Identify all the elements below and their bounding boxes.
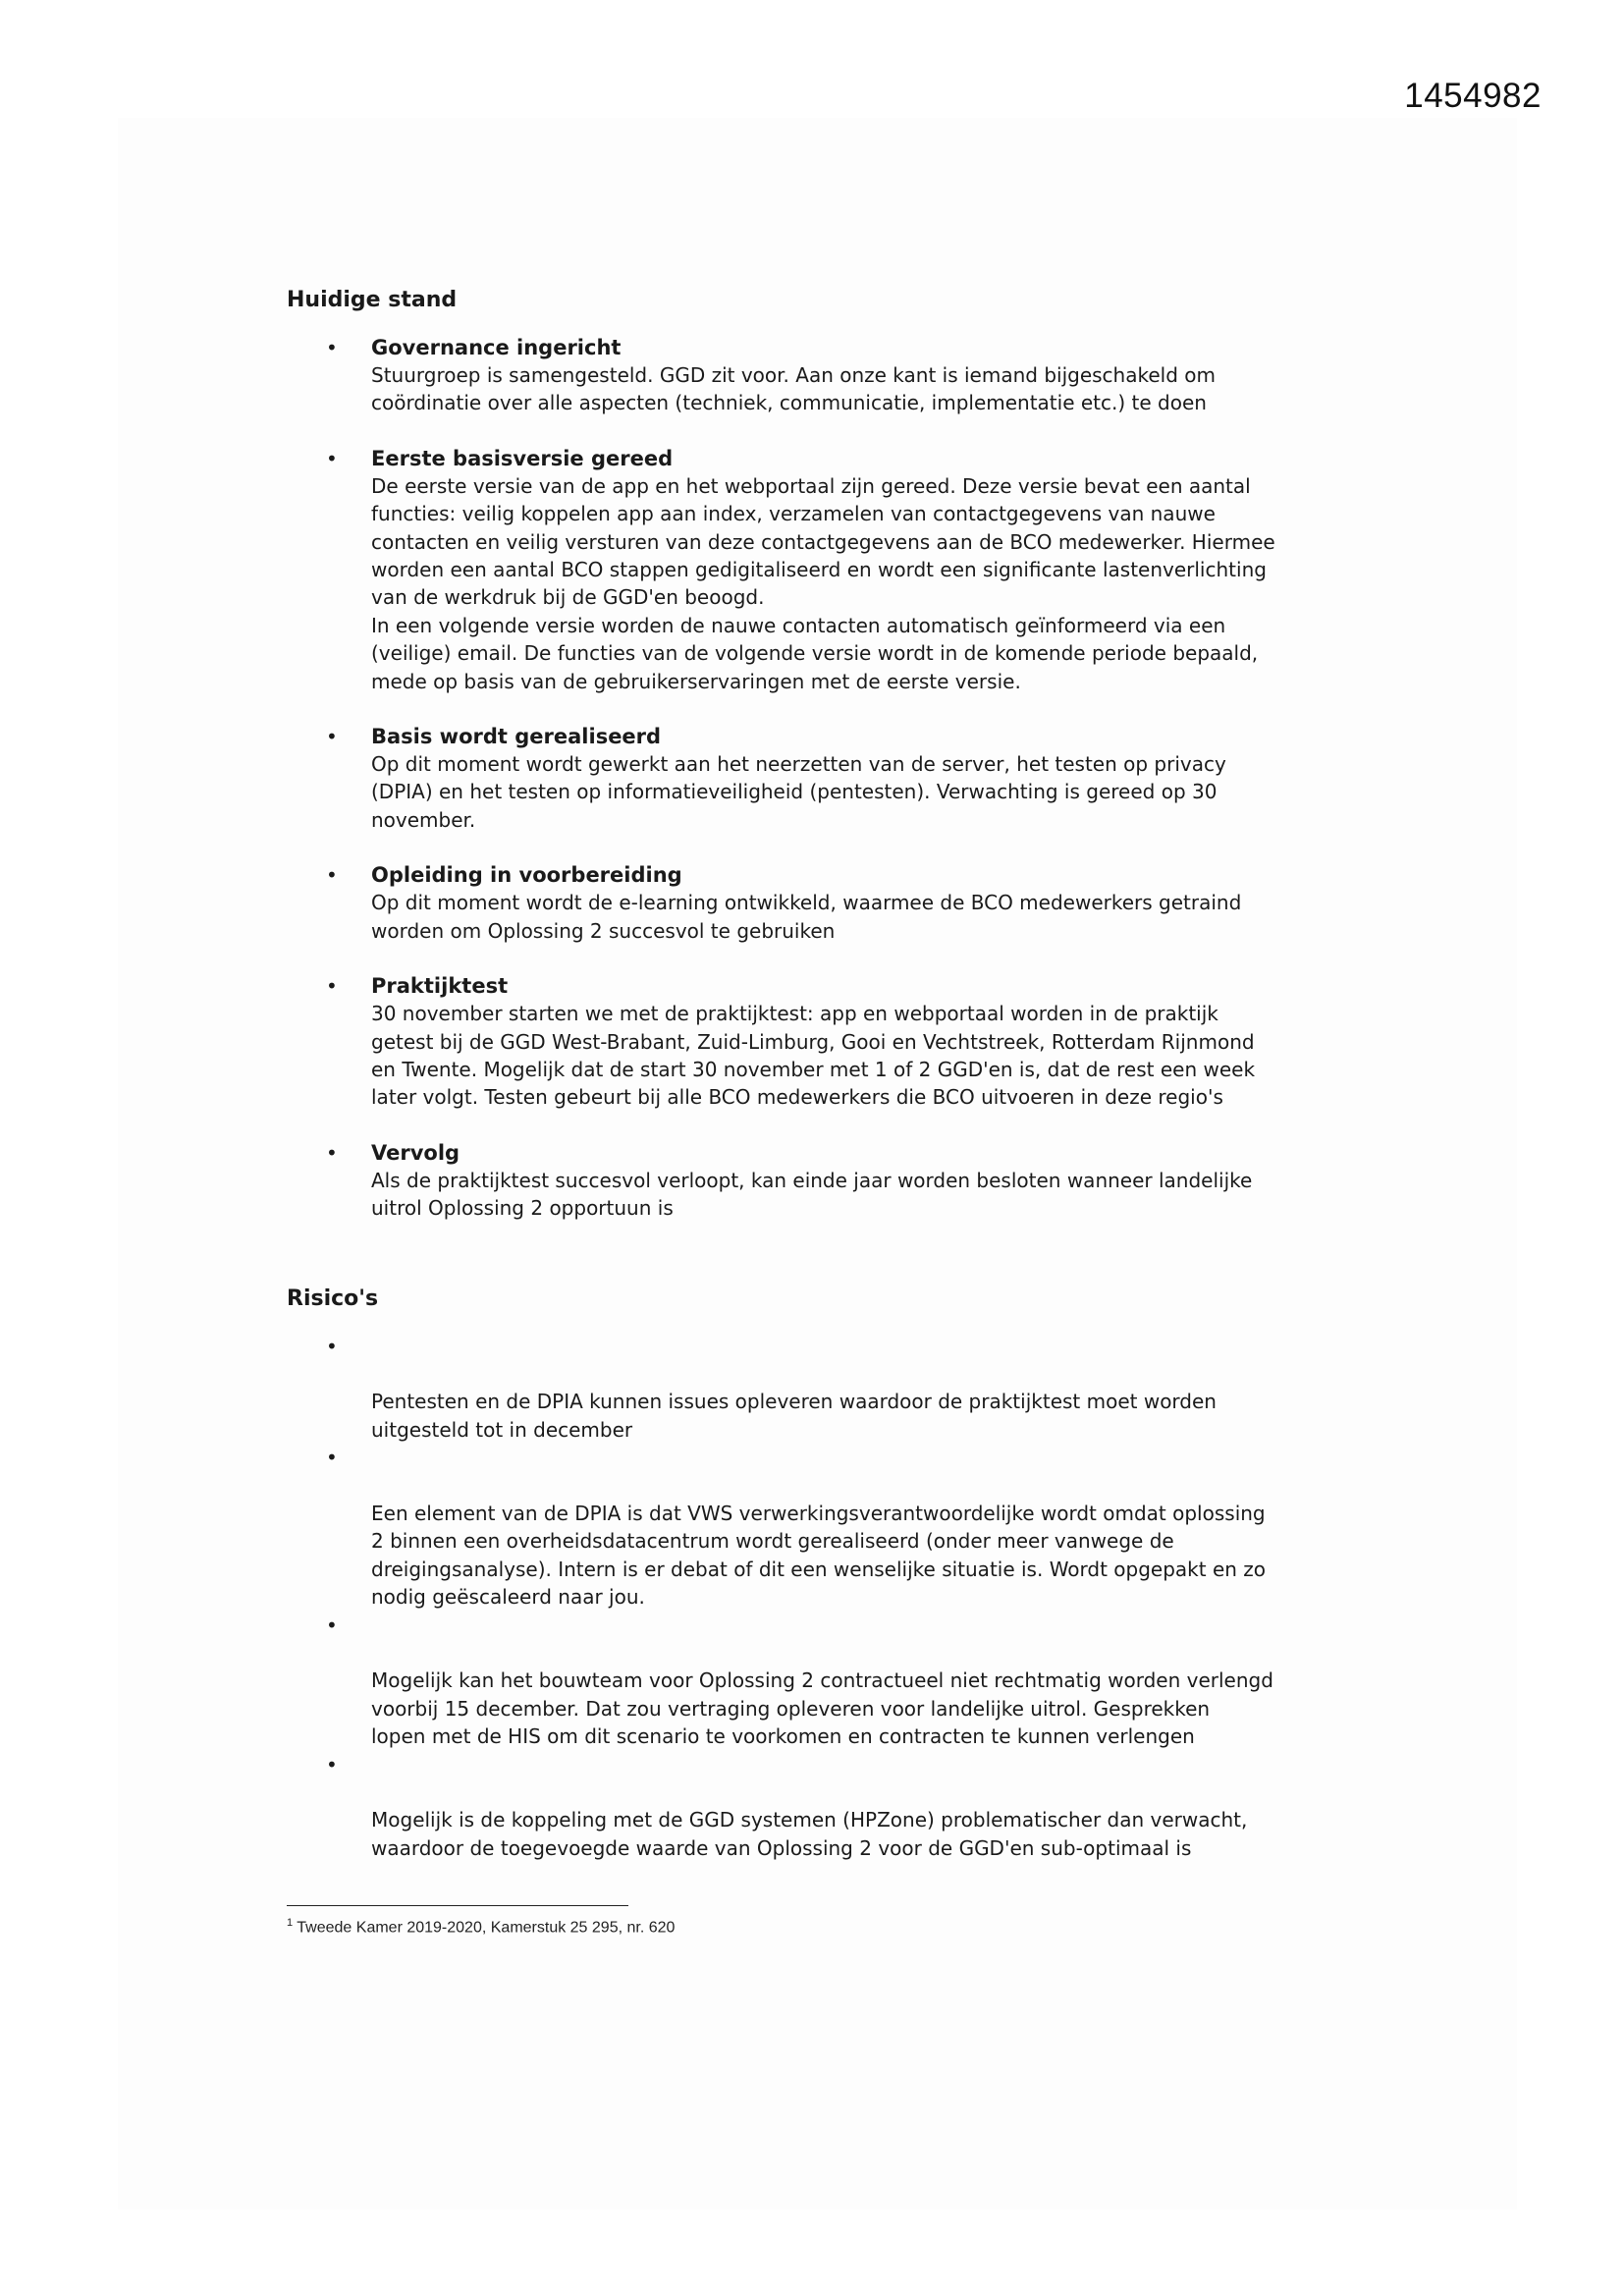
item-body: De eerste versie van de app en het webportaal zijn gereed. Deze versie bevat een aantal functies: veilig koppelen app aan index, verzamelen van contactgegevens van nauwe contacten en veilig versturen van deze contactgegevens aan de BCO medewerker. Hiermee worden een aantal BCO stappen gedigitaliseerd en wordt een significante lastenverlichting van de werkdruk bij de GGD'en beoogd. In een volgende versie worden de nauwe contacten automatisch geïnformeerd via een (veilige) email. De functies van de volgende versie wordt in de komende periode bepaald, mede op basis van de gebruikerservaringen met de eerste versie. [371,473,1275,693]
section-title-current-status: Huidige stand [287,288,458,312]
list-item [287,1139,1357,1223]
risk-text: Pentesten en de DPIA kunnen issues opleveren waardoor de praktijktest moet worden uitgesteld tot in december [371,1390,1217,1442]
footnote-text: Tweede Kamer 2019-2020, Kamerstuk 25 295, nr. 620 [297,1919,676,1937]
item-title: Eerste basisversie gereed [371,446,674,470]
bullet-icon: • [326,1613,338,1637]
risk-list [287,1333,1357,1863]
bullet-icon: • [326,974,338,999]
footnote-marker: 1 [287,1917,294,1929]
list-item [287,334,1357,417]
risk-text: Een element van de DPIA is dat VWS verwerkingsverantwoordelijke wordt omdat oplossing 2 binnen een overheidsdatacentrum wordt gerealiseerd (onder meer vanwege de dreigingsanalyse). Intern is er debat of dit een wenselijke situatie is. Wordt opgepakt en zo nodig geëscaleerd naar jou. [371,1501,1267,1610]
risk-text: Mogelijk is de koppeling met de GGD systemen (HPZone) problematischer dan verwacht, waardoor de toegevoegde waarde van Oplossing 2 voor de GGD'en sub-optimaal is [371,1808,1248,1860]
list-item [287,861,1357,945]
footnote [287,1917,675,1937]
item-title: Basis wordt gerealiseerd [371,725,662,749]
item-body: Als de praktijktest succesvol verloopt, kan einde jaar worden besloten wanneer landelijke uitrol Oplossing 2 opportuun is [371,1168,1253,1221]
footnote-divider [287,1905,628,1906]
bullet-icon: • [326,336,338,359]
item-body: 30 november starten we met de praktijktest: app en webportaal worden in de praktijk getest bij de GGD West-Brabant, Zuid-Limburg, Gooi en Vechtstreek, Rotterdam Rijnmond en Twente. Mogelijk dat de start 30 november met 1 of 2 GGD'en is, dat de rest een week later volgt. Testen gebeurt bij alle BCO medewerkers die BCO uitvoeren in deze regio's [371,1002,1256,1110]
bullet-icon: • [326,1446,338,1470]
document-id: 1454982 [1404,77,1542,115]
list-item [287,723,1357,834]
item-title: Vervolg [371,1140,460,1165]
bullet-icon: • [326,446,338,470]
item-title: Governance ingericht [371,336,622,359]
bullet-icon: • [326,725,338,749]
status-list [287,334,1357,1223]
risk-text: Mogelijk kan het bouwteam voor Oplossing 2 contractueel niet rechtmatig worden verlengd voorbij 15 december. Dat zou vertraging opleveren voor landelijke uitrol. Gesprekken lopen met de HIS om dit scenario te voorkomen en contracten te kunnen verlengen [371,1668,1273,1749]
risk-item [287,1333,1357,1445]
bullet-icon: • [326,1752,338,1777]
item-body: Stuurgroep is samengesteld. GGD zit voor. Aan onze kant is iemand bijgeschakeld om coördinatie over alle aspecten (techniek, communicatie, implementatie etc.) te doen [371,363,1216,415]
risk-item [287,1751,1357,1863]
bullet-icon: • [326,863,338,888]
item-body: Op dit moment wordt gewerkt aan het neerzetten van de server, het testen op privacy (DPIA) en het testen op informatieveiligheid (pentesten). Verwachting is gereed op 30 november. [371,752,1226,832]
section-title-risks: Risico's [287,1285,379,1311]
item-title: Praktijktest [371,974,509,999]
bullet-icon: • [326,1140,338,1165]
item-body: Op dit moment wordt de e-learning ontwikkeld, waarmee de BCO medewerkers getraind worden om Oplossing 2 succesvol te gebruiken [371,891,1242,943]
list-item [287,972,1357,1112]
bullet-icon: • [326,1334,338,1358]
document-body [287,287,1357,1862]
risk-item [287,1612,1357,1751]
list-item [287,445,1357,695]
item-title: Opleiding in voorbereiding [371,863,682,888]
risk-item [287,1444,1357,1611]
